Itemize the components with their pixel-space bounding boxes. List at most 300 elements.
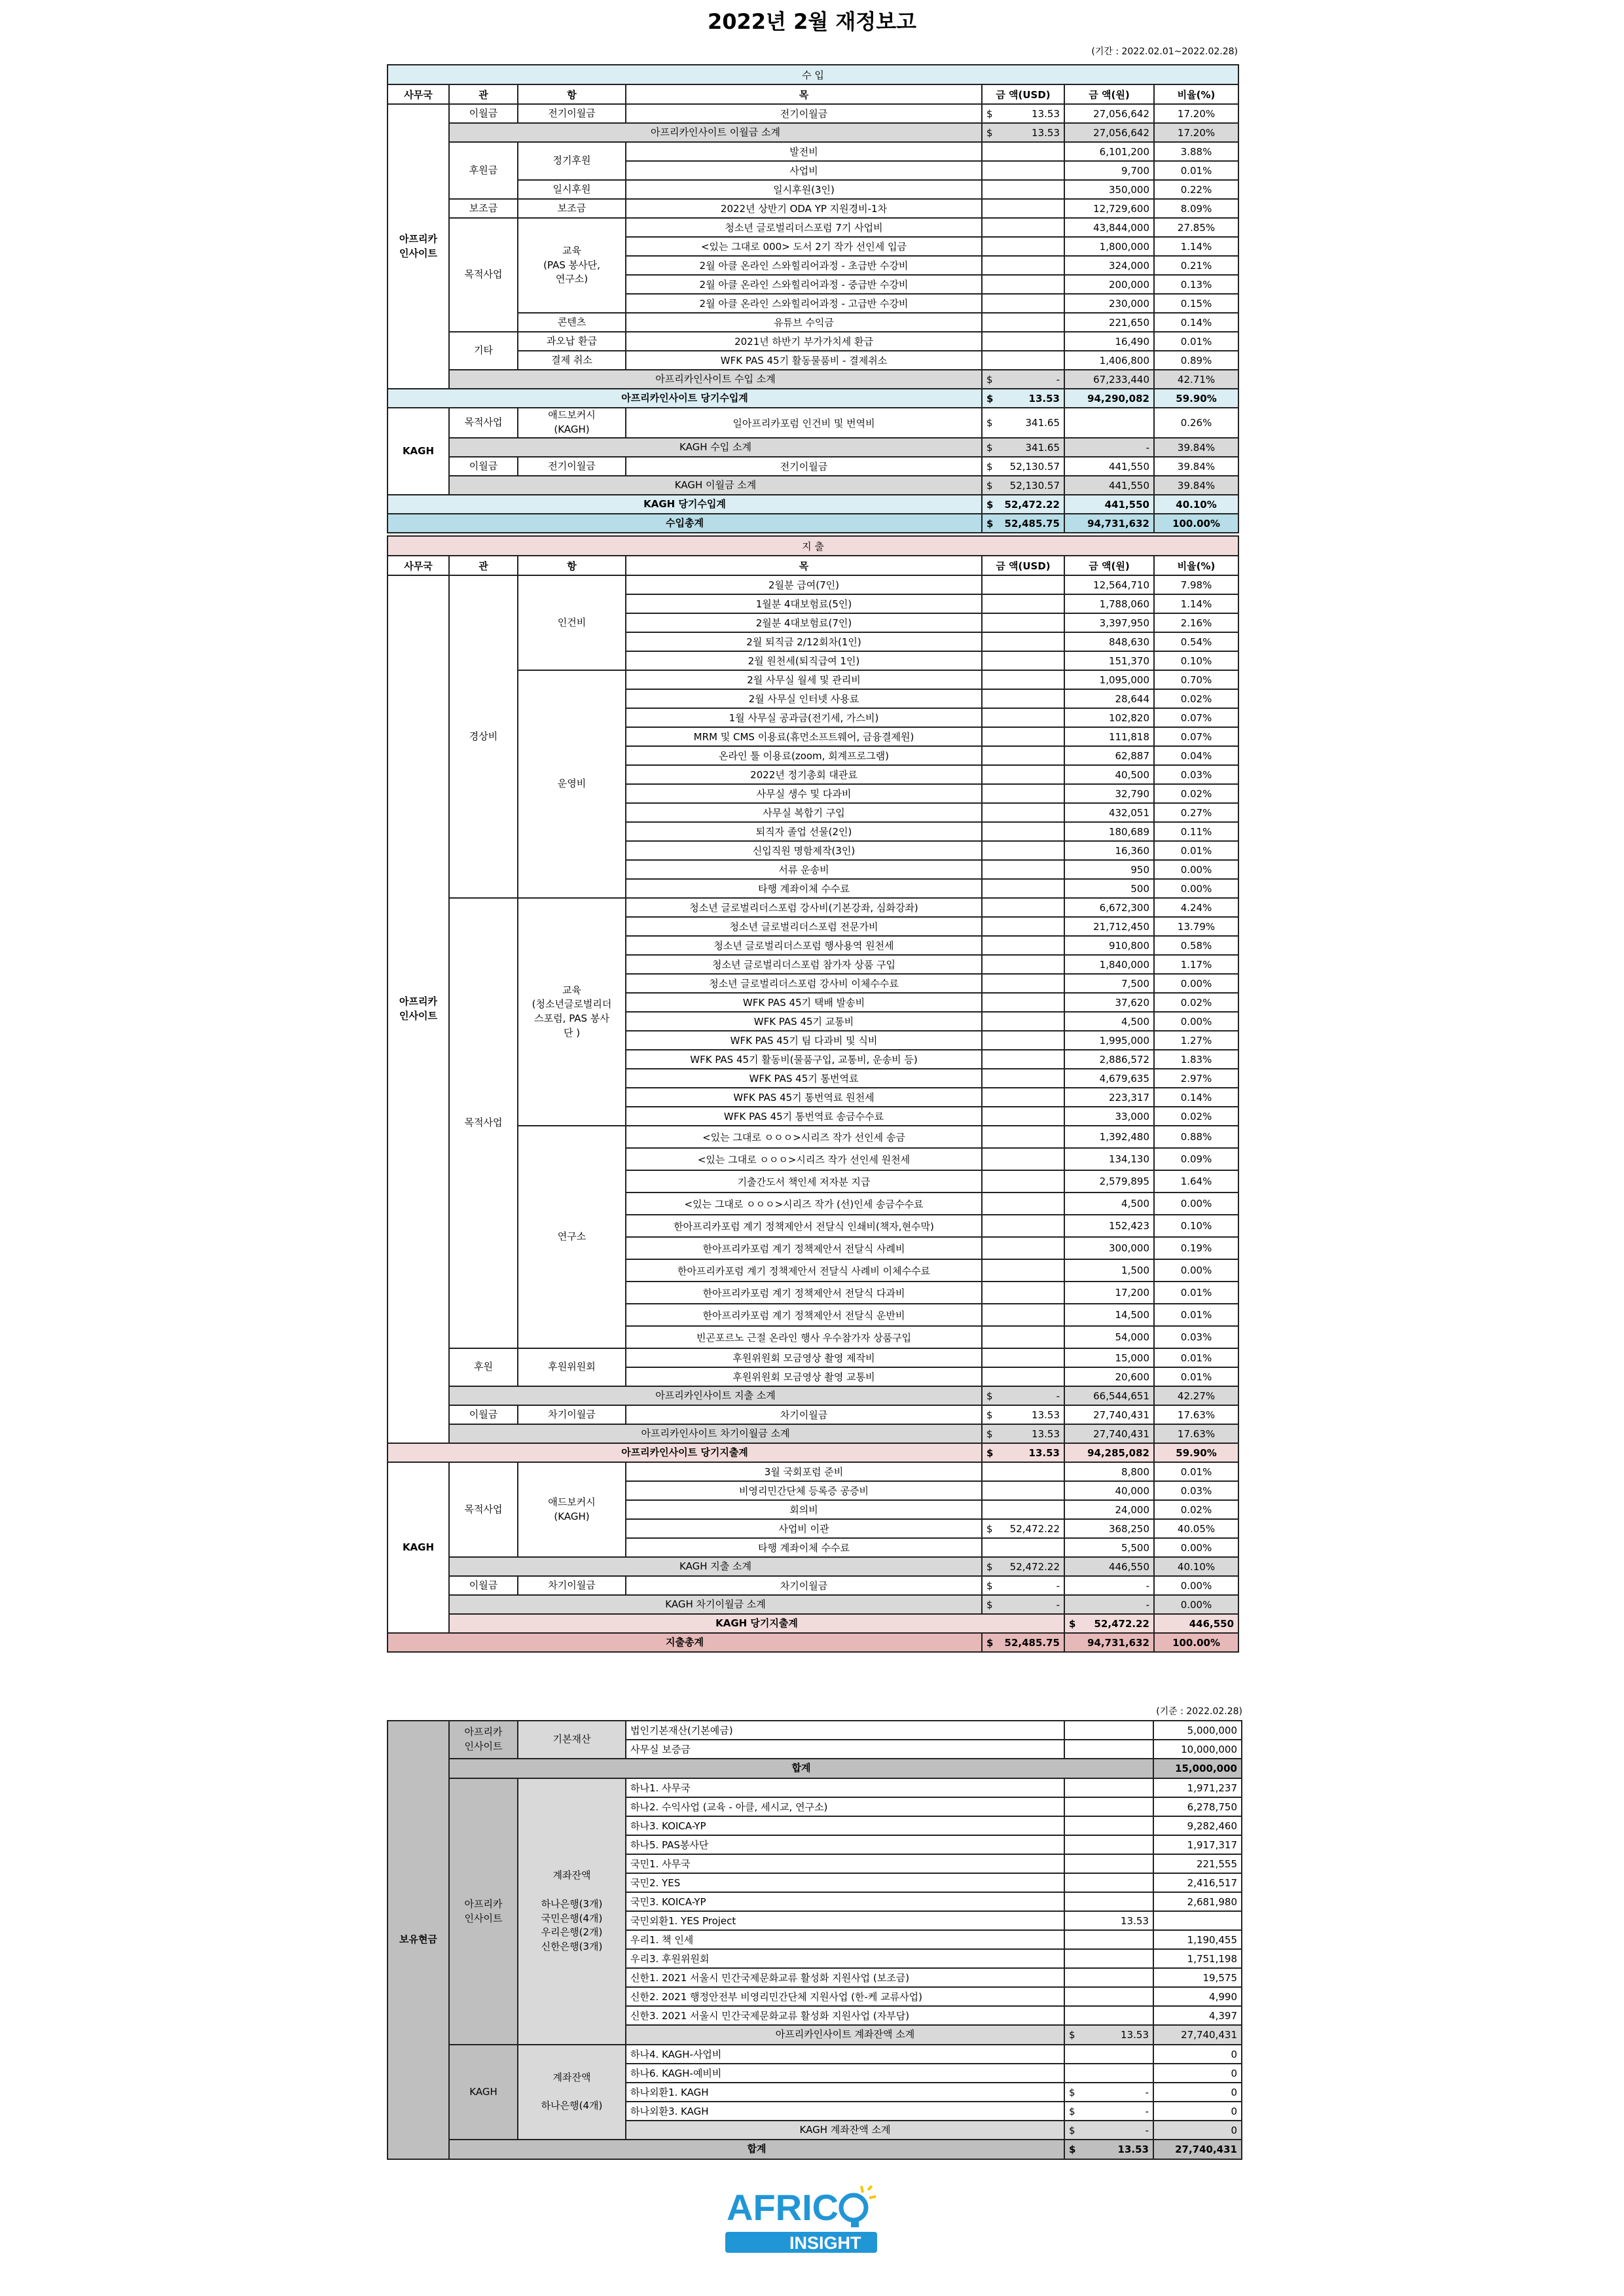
dollar-sign: $ [986, 498, 994, 511]
cash-table [387, 1720, 1242, 2160]
grand-total-row [388, 1633, 1238, 1652]
usd-amount [982, 746, 1064, 765]
office-africa-insight: 아프리카 인사이트 [388, 104, 449, 389]
subtotal-row [388, 1386, 1238, 1405]
usd-value: - [1145, 2086, 1149, 2098]
usd-amount [1064, 2025, 1153, 2045]
item-name: 비영리민간단체 등록증 공증비 [626, 1481, 982, 1500]
office-kagh: KAGH [388, 408, 449, 495]
usd-value: 52,485.75 [1004, 517, 1060, 529]
ratio: 0.00% [1154, 1193, 1238, 1215]
ratio: 0.00% [1154, 1595, 1238, 1614]
subtotal-label: KAGH 지출 소계 [449, 1557, 982, 1576]
krw-amount: 1,788,060 [1064, 594, 1154, 613]
total-row [388, 1614, 1238, 1633]
krw-amount: 15,000 [1064, 1348, 1154, 1367]
krw-amount: 21,712,450 [1064, 917, 1154, 936]
col-gwan: 관 [449, 84, 518, 104]
usd-amount [982, 180, 1064, 199]
income-row [388, 457, 1238, 476]
item-name: 2월분 급여(7인) [626, 575, 982, 594]
expense-row [388, 1348, 1238, 1367]
hang: 과오납 환급 [518, 332, 626, 351]
usd-amount [982, 1126, 1064, 1148]
ratio: 0.70% [1154, 670, 1238, 689]
item-name: 타행 계좌이체 수수료 [626, 1538, 982, 1557]
usd-value: 13.53 [1028, 392, 1060, 404]
ratio: 1.14% [1154, 237, 1238, 256]
ratio: 0.10% [1154, 1215, 1238, 1237]
item-name: <있는 그대로 ㅇㅇㅇ>시리즈 작가 선인세 원천세 [626, 1148, 982, 1170]
account-name: 사무실 보증금 [626, 1740, 1064, 1759]
krw-amount: 4,990 [1153, 1987, 1242, 2006]
krw-amount: 1,500 [1064, 1259, 1154, 1282]
account-name: 신한3. 2021 서울시 민간국제문화교류 활성화 지원사업 (자부담) [626, 2006, 1064, 2025]
krw-amount: 1,971,237 [1153, 1778, 1242, 1797]
usd-amount [982, 613, 1064, 632]
usd-amount [982, 1215, 1064, 1237]
usd-amount [982, 879, 1064, 898]
usd-value: 341.65 [1025, 441, 1060, 454]
hang: 교육 (청소년글로벌리더 스포럼, PAS 봉사 단 ) [518, 898, 626, 1126]
usd-value: 52,485.75 [1004, 1636, 1060, 1649]
krw-amount: 27,740,431 [1064, 1405, 1154, 1424]
ratio: 0.14% [1154, 1088, 1238, 1107]
account-name: 하나1. 사무국 [626, 1778, 1064, 1797]
usd-amount [1064, 2006, 1153, 2025]
usd-amount [982, 1557, 1064, 1576]
usd-amount [982, 1259, 1064, 1282]
krw-amount: 6,278,750 [1153, 1797, 1242, 1816]
ratio: 0.10% [1154, 651, 1238, 670]
usd-amount [982, 1595, 1064, 1614]
col-usd: 금 액(USD) [982, 556, 1064, 575]
item-name: 기출간도서 책인세 저자분 지급 [626, 1170, 982, 1193]
ratio: 2.16% [1154, 613, 1238, 632]
account-name: 국민외환1. YES Project [626, 1911, 1064, 1930]
krw-amount: 9,700 [1064, 161, 1154, 180]
item-name: 한아프리카포럼 계기 정책제안서 전달식 다과비 [626, 1282, 982, 1304]
item-name: 사무실 생수 및 다과비 [626, 784, 982, 803]
income-row [388, 199, 1238, 218]
subtotal-row [388, 476, 1238, 495]
krw-amount: 8,800 [1064, 1462, 1154, 1481]
krw-amount: 950 [1064, 860, 1154, 879]
krw-amount: 17,200 [1064, 1282, 1154, 1304]
item-name: 빈곤포르노 근절 온라인 행사 우수참가자 상품구입 [626, 1326, 982, 1348]
dollar-sign: $ [986, 479, 993, 492]
income-row [388, 104, 1238, 123]
ratio: 0.00% [1154, 1259, 1238, 1282]
item-name: 온라인 툴 이용료(zoom, 회계프로그램) [626, 746, 982, 765]
usd-amount [982, 313, 1064, 332]
krw-amount: 16,360 [1064, 841, 1154, 860]
ratio: 0.02% [1154, 1107, 1238, 1126]
usd-amount [982, 1170, 1064, 1193]
dollar-sign: $ [986, 1390, 993, 1402]
item-name: 타행 계좌이체 수수료 [626, 879, 982, 898]
usd-amount [982, 408, 1064, 438]
item-name: 후원위원회 모금영상 촬영 제작비 [626, 1348, 982, 1367]
item-name: 2월분 4대보험료(7인) [626, 613, 982, 632]
usd-value: - [1145, 2124, 1149, 2136]
usd-amount [982, 651, 1064, 670]
ratio: 8.09% [1154, 199, 1238, 218]
usd-amount [1064, 1987, 1153, 2006]
cash-label: 보유현금 [388, 1721, 449, 2159]
usd-amount [982, 457, 1064, 476]
item-name: 사무실 복합기 구입 [626, 803, 982, 822]
income-table [387, 64, 1239, 533]
hang: 연구소 [518, 1126, 626, 1348]
krw-amount: 102,820 [1064, 708, 1154, 727]
ratio: 17.20% [1154, 123, 1238, 142]
ratio: 0.26% [1154, 408, 1238, 438]
usd-amount [982, 104, 1064, 123]
ratio: 0.19% [1154, 1237, 1238, 1259]
usd-value: 13.53 [1032, 107, 1060, 120]
account-name: 법인기본재산(기본예금) [626, 1721, 1064, 1740]
usd-amount [982, 495, 1064, 514]
account-name: 신한2. 2021 행정안전부 비영리민간단체 지원사업 (한-케 교류사업) [626, 1987, 1064, 2006]
usd-amount [982, 727, 1064, 746]
income-row [388, 332, 1238, 351]
krw-amount: 19,575 [1153, 1968, 1242, 1987]
usd-amount [982, 1050, 1064, 1069]
item-name: WFK PAS 45기 통번역료 원천세 [626, 1088, 982, 1107]
item-name: 한아프리카포럼 계기 정책제안서 전달식 사례비 [626, 1237, 982, 1259]
usd-amount [982, 708, 1064, 727]
krw-amount: - [1064, 1576, 1154, 1595]
item-name: 청소년 글로벌리더스포럼 강사비 이체수수료 [626, 974, 982, 993]
usd-amount [982, 476, 1064, 495]
subtotal-label: KAGH 계좌잔액 소계 [626, 2121, 1064, 2140]
usd-amount [982, 1012, 1064, 1031]
ratio: 100.00% [1154, 514, 1238, 533]
krw-amount: 230,000 [1064, 294, 1154, 313]
usd-amount [982, 294, 1064, 313]
usd-amount [1064, 1778, 1153, 1797]
gwan: 기타 [449, 332, 518, 370]
item-name: 사업비 [626, 161, 982, 180]
gwan: 이월금 [449, 1576, 518, 1595]
dollar-sign: $ [1069, 1617, 1076, 1630]
item-name: WFK PAS 45기 교통비 [626, 1012, 982, 1031]
ratio: 0.02% [1154, 993, 1238, 1012]
subtotal-label: 아프리카인사이트 이월금 소계 [449, 123, 982, 142]
dollar-sign: $ [986, 107, 993, 120]
base-total-label: 합계 [449, 1759, 1153, 1778]
item-name: 서류 운송비 [626, 860, 982, 879]
krw-amount: 1,392,480 [1064, 1126, 1154, 1148]
usd-amount [982, 1107, 1064, 1126]
krw-amount: 0 [1153, 2102, 1242, 2121]
office-africa-insight: 아프리카 인사이트 [388, 575, 449, 1443]
lightbulb-icon [841, 2195, 866, 2220]
krw-amount: 111,818 [1064, 727, 1154, 746]
usd-amount [1064, 1854, 1153, 1873]
usd-amount [982, 438, 1064, 457]
logo-text-insight: INSIGHT [789, 2233, 861, 2253]
krw-amount: 54,000 [1064, 1326, 1154, 1348]
account-name: 하나5. PAS봉사단 [626, 1835, 1064, 1854]
krw-amount: 2,579,895 [1064, 1170, 1154, 1193]
total-row [388, 495, 1238, 514]
cash-row [388, 1721, 1242, 1740]
usd-amount [982, 1519, 1064, 1538]
krw-amount: 10,000,000 [1153, 1740, 1242, 1759]
item-name: 일아프리카포럼 인건비 및 번역비 [626, 408, 982, 438]
usd-amount [982, 822, 1064, 841]
ratio: 0.01% [1154, 332, 1238, 351]
usd-amount [982, 936, 1064, 955]
usd-amount [982, 332, 1064, 351]
krw-amount: 1,840,000 [1064, 955, 1154, 974]
item-name: <있는 그대로 ㅇㅇㅇ>시리즈 작가 선인세 송금 [626, 1126, 982, 1148]
ratio: 0.03% [1154, 765, 1238, 784]
hang: 운영비 [518, 670, 626, 898]
page-title: 2022년 2월 재정보고 [707, 9, 917, 34]
col-hang: 항 [518, 556, 626, 575]
krw-amount: 94,731,632 [1064, 514, 1154, 533]
krw-amount: 94,285,082 [1064, 1443, 1154, 1462]
hang: 차기이월금 [518, 1576, 626, 1595]
account-name: 우리3. 후원위원회 [626, 1949, 1064, 1968]
usd-amount [982, 1348, 1064, 1367]
krw-amount: 32,790 [1064, 784, 1154, 803]
item-name: 한아프리카포럼 계기 정책제안서 전달식 인쇄비(책자,현수막) [626, 1215, 982, 1237]
dollar-sign: $ [1069, 2029, 1075, 2041]
usd-amount [1064, 1721, 1153, 1740]
cash-row [388, 1778, 1242, 1797]
usd-amount [982, 1424, 1064, 1443]
usd-value: 13.53 [1117, 2144, 1149, 2155]
ratio: 40.05% [1154, 1519, 1238, 1538]
gwan: 후원금 [449, 142, 518, 199]
dollar-sign: $ [1069, 2105, 1075, 2117]
krw-amount: 441,550 [1064, 476, 1154, 495]
item-name: WFK PAS 45기 활동물품비 - 결제취소 [626, 351, 982, 370]
krw-amount: 4,500 [1064, 1012, 1154, 1031]
ratio: 0.00% [1154, 1012, 1238, 1031]
krw-amount: 152,423 [1064, 1215, 1154, 1237]
krw-amount: 446,550 [1154, 1614, 1238, 1633]
account-name: 하나4. KAGH-사업비 [626, 2045, 1064, 2064]
usd-amount [982, 1367, 1064, 1386]
krw-amount: 151,370 [1064, 651, 1154, 670]
expense-row [388, 898, 1238, 917]
expense-section-title: 지 출 [388, 536, 1238, 556]
item-name: 차기이월금 [626, 1405, 982, 1424]
krw-amount: 134,130 [1064, 1148, 1154, 1170]
krw-amount: 16,490 [1064, 332, 1154, 351]
ratio: 0.02% [1154, 689, 1238, 708]
krw-amount: 1,095,000 [1064, 670, 1154, 689]
africa-insight-logo [723, 2183, 886, 2257]
usd-amount [982, 898, 1064, 917]
krw-amount: 6,672,300 [1064, 898, 1154, 917]
krw-amount: 368,250 [1064, 1519, 1154, 1538]
usd-amount [982, 974, 1064, 993]
krw-amount: 28,644 [1064, 689, 1154, 708]
usd-value: - [1056, 373, 1060, 386]
krw-amount: 300,000 [1064, 1237, 1154, 1259]
ratio: 13.79% [1154, 917, 1238, 936]
item-name: WFK PAS 45기 활동비(물품구입, 교통비, 운송비 등) [626, 1050, 982, 1069]
hang: 교육 (PAS 봉사단, 연구소) [518, 218, 626, 313]
ratio: 0.04% [1154, 746, 1238, 765]
krw-amount: 324,000 [1064, 256, 1154, 275]
krw-amount: 15,000,000 [1153, 1759, 1242, 1778]
usd-amount [982, 632, 1064, 651]
krw-amount: 27,740,431 [1064, 1424, 1154, 1443]
subtotal-label: KAGH 수입 소계 [449, 438, 982, 457]
ratio: 40.10% [1154, 1557, 1238, 1576]
gwan: 이월금 [449, 457, 518, 476]
usd-amount [982, 1481, 1064, 1500]
gwan: 이월금 [449, 104, 518, 123]
col-mok: 목 [626, 84, 982, 104]
hang: 전기이월금 [518, 104, 626, 123]
usd-amount [982, 594, 1064, 613]
krw-amount: 6,101,200 [1064, 142, 1154, 161]
usd-amount [982, 689, 1064, 708]
krw-amount: 221,555 [1153, 1854, 1242, 1873]
ratio: 0.03% [1154, 1326, 1238, 1348]
usd-amount [982, 1193, 1064, 1215]
account-name: 하나6. KAGH-예비비 [626, 2064, 1064, 2083]
usd-amount: 13.53 [1064, 1911, 1153, 1930]
item-name: MRM 및 CMS 이용료(휴먼소프트웨어, 금융결제원) [626, 727, 982, 746]
gwan: 이월금 [449, 1405, 518, 1424]
base-asset: 기본재산 [518, 1721, 626, 1759]
usd-amount [982, 275, 1064, 294]
usd-amount [982, 1386, 1064, 1405]
item-name: 2월 아클 온라인 스와힐리어과정 - 고급반 수강비 [626, 294, 982, 313]
usd-amount [982, 803, 1064, 822]
krw-amount: 3,397,950 [1064, 613, 1154, 632]
krw-amount: 94,731,632 [1064, 1633, 1154, 1652]
usd-value: 52,472.22 [1004, 498, 1060, 511]
usd-amount [982, 1088, 1064, 1107]
usd-amount [1064, 1892, 1153, 1911]
usd-amount [982, 1633, 1064, 1652]
usd-amount [982, 765, 1064, 784]
ratio: 17.63% [1154, 1405, 1238, 1424]
cash-africa-insight: 아프리카 인사이트 [449, 1721, 518, 1759]
item-name: 청소년 글로벌리더스포럼 강사비(기본강좌, 심화강좌) [626, 898, 982, 917]
usd-value: 13.53 [1028, 1446, 1060, 1459]
krw-amount: 0 [1153, 2045, 1242, 2064]
dollar-sign: $ [986, 441, 993, 454]
usd-amount [1064, 1968, 1153, 1987]
krw-amount: 223,317 [1064, 1088, 1154, 1107]
col-office: 사무국 [388, 556, 449, 575]
usd-amount [982, 1405, 1064, 1424]
hang: 애드보커시 (KAGH) [518, 1462, 626, 1557]
gwan: 목적사업 [449, 898, 518, 1348]
usd-amount [1064, 1740, 1153, 1759]
dollar-sign: $ [986, 1560, 993, 1573]
krw-amount: 1,917,317 [1153, 1835, 1242, 1854]
expense-header-row [388, 556, 1238, 575]
krw-amount: 1,995,000 [1064, 1031, 1154, 1050]
krw-amount: 33,000 [1064, 1107, 1154, 1126]
item-name: WFK PAS 45기 팀 다과비 및 식비 [626, 1031, 982, 1050]
subtotal-label: 지출총계 [388, 1633, 982, 1652]
total-row [388, 1443, 1238, 1462]
dollar-sign: $ [986, 1598, 993, 1611]
item-name: 청소년 글로벌리더스포럼 참가자 상품 구입 [626, 955, 982, 974]
ratio: 0.07% [1154, 727, 1238, 746]
usd-value: 13.53 [1032, 1427, 1060, 1440]
total-row [388, 389, 1238, 408]
hang: 애드보커시 (KAGH) [518, 408, 626, 438]
krw-amount: 7,500 [1064, 974, 1154, 993]
usd-amount [982, 955, 1064, 974]
dollar-sign: $ [1069, 2124, 1075, 2136]
krw-amount: - [1064, 1595, 1154, 1614]
usd-amount [982, 370, 1064, 389]
krw-amount: 200,000 [1064, 275, 1154, 294]
ratio: 1.27% [1154, 1031, 1238, 1050]
item-name: 전기이월금 [626, 457, 982, 476]
krw-amount: 0 [1153, 2083, 1242, 2102]
dollar-sign: $ [986, 1446, 994, 1459]
usd-amount [1064, 1614, 1154, 1633]
hang: 콘텐츠 [518, 313, 626, 332]
gwan: 목적사업 [449, 218, 518, 332]
cash-kagh: KAGH [449, 2045, 518, 2140]
hang: 후원위원회 [518, 1348, 626, 1386]
subtotal-row [388, 123, 1238, 142]
dollar-sign: $ [986, 1408, 993, 1421]
krw-amount: 441,550 [1064, 457, 1154, 476]
dollar-sign: $ [986, 1636, 994, 1649]
cash-basis-date: (기준 : 2022.02.28) [1156, 1706, 1242, 1717]
ratio: 2.97% [1154, 1069, 1238, 1088]
account-name: 국민2. YES [626, 1873, 1064, 1892]
dollar-sign: $ [986, 417, 993, 429]
usd-amount [1064, 2102, 1153, 2121]
krw-amount: 14,500 [1064, 1304, 1154, 1326]
dollar-sign: $ [986, 126, 993, 139]
krw-amount: 27,740,431 [1153, 2025, 1242, 2045]
subtotal-label: 아프리카인사이트 차기이월금 소계 [449, 1424, 982, 1443]
ratio: 0.21% [1154, 256, 1238, 275]
grand-total-row [388, 514, 1238, 533]
subtotal-row [388, 370, 1238, 389]
item-name: WFK PAS 45기 통번역료 [626, 1069, 982, 1088]
usd-amount [1064, 2045, 1153, 2064]
ratio: 1.17% [1154, 955, 1238, 974]
usd-value: - [1056, 1390, 1060, 1402]
subtotal-row [388, 1595, 1238, 1614]
cash-africa-insight: 아프리카 인사이트 [449, 1778, 518, 2045]
col-krw: 금 액(원) [1064, 556, 1154, 575]
hang: 차기이월금 [518, 1405, 626, 1424]
ratio: 27.85% [1154, 218, 1238, 237]
dollar-sign: $ [986, 373, 993, 386]
krw-amount: 27,056,642 [1064, 123, 1154, 142]
ratio: 0.01% [1154, 841, 1238, 860]
krw-amount: 66,544,651 [1064, 1386, 1154, 1405]
usd-amount [982, 1538, 1064, 1557]
ratio: 0.89% [1154, 351, 1238, 370]
ratio: 0.01% [1154, 1282, 1238, 1304]
income-row [388, 408, 1238, 438]
krw-amount: 9,282,460 [1153, 1816, 1242, 1835]
